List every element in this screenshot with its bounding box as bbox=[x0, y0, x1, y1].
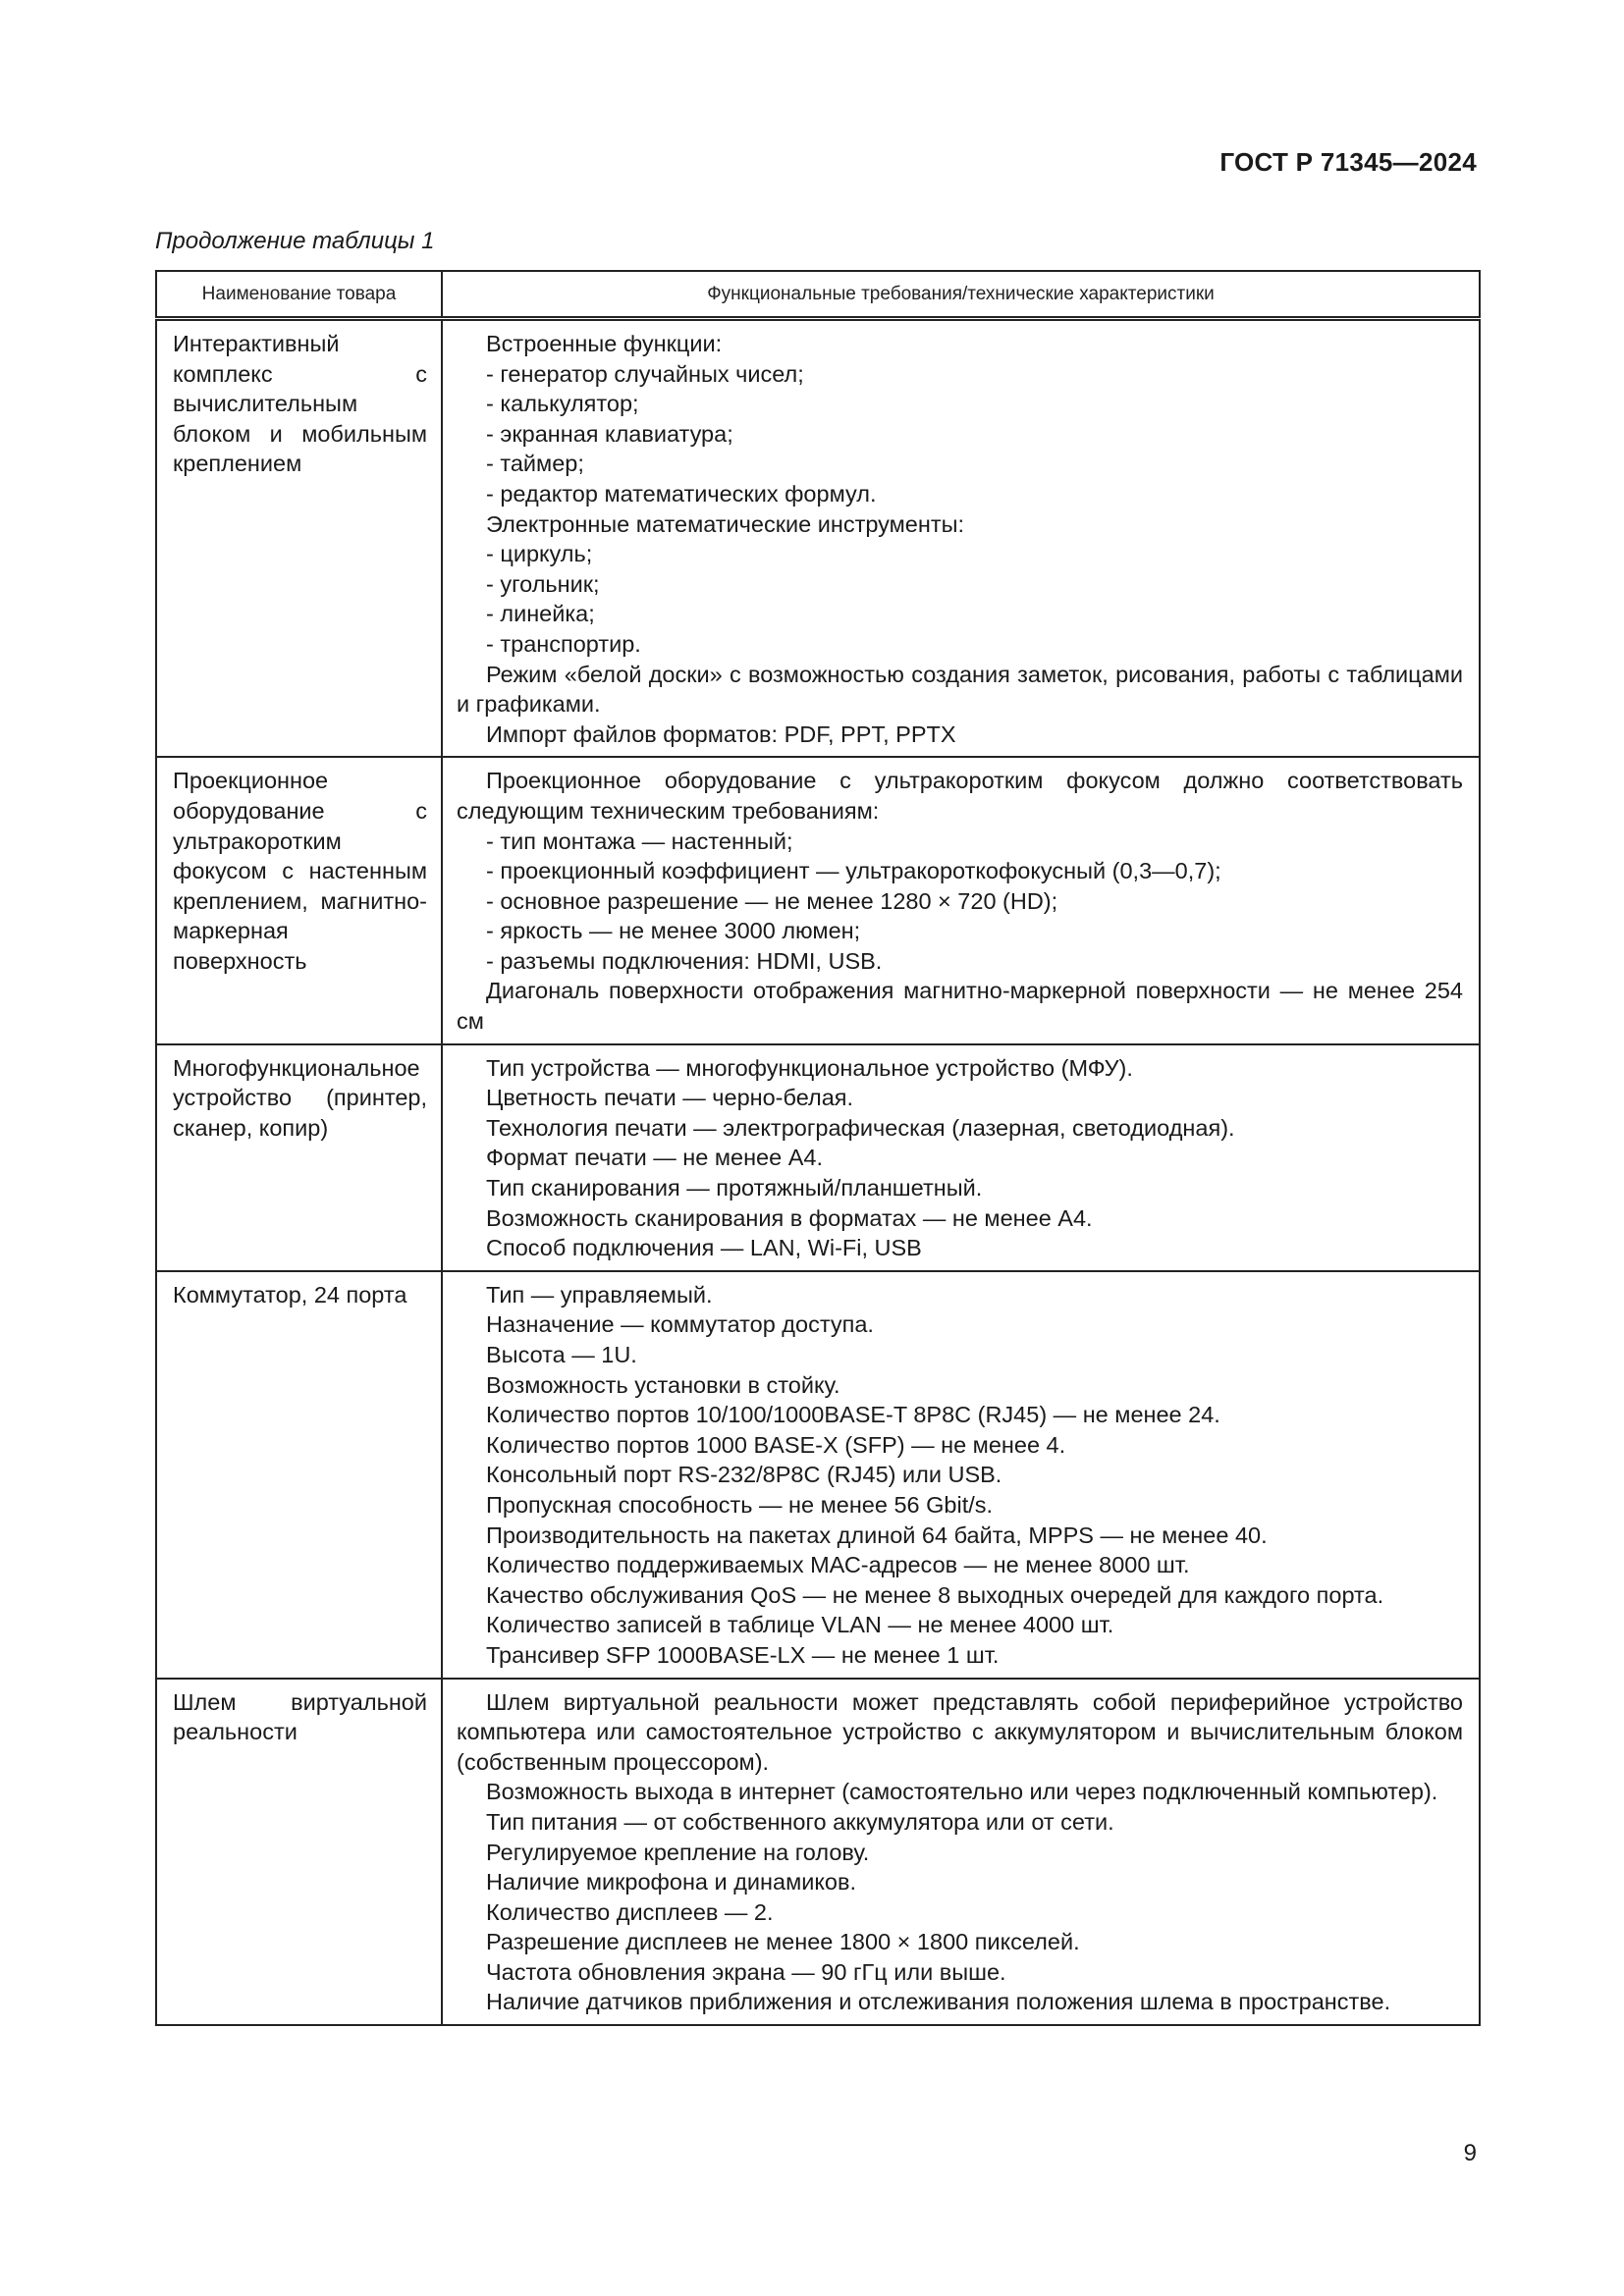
spec-paragraph: Тип сканирования — протяжный/планшетный. bbox=[486, 1175, 983, 1201]
list-item: - транспортир. bbox=[486, 630, 641, 657]
table-row bbox=[156, 319, 1480, 758]
list-item: - основное разрешение — не менее 1280 × 720 (HD); bbox=[486, 887, 1058, 914]
column-header-requirements: Функциональные требования/технические характеристики bbox=[442, 271, 1480, 319]
column-header-product: Наименование товара bbox=[156, 271, 442, 319]
requirements-cell bbox=[442, 1271, 1480, 1679]
spec-paragraph: Консольный порт RS-232/8P8C (RJ45) или USB. bbox=[486, 1462, 1002, 1488]
spec-paragraph: Производительность на пакетах длиной 64 байта, MPPS — не менее 40. bbox=[486, 1522, 1268, 1548]
table-header-row bbox=[156, 271, 1480, 319]
product-name-cell: Коммутатор, 24 порта bbox=[156, 1271, 442, 1679]
spec-paragraph: Количество портов 10/100/1000BASE-T 8P8C (RJ45) — не менее 24. bbox=[486, 1402, 1220, 1428]
list-item: - генератор случайных чисел; bbox=[486, 360, 804, 387]
spec-paragraph: Тип устройства — многофункциональное устройство (МФУ). bbox=[486, 1054, 1133, 1081]
table-caption: Продолжение таблицы 1 bbox=[155, 228, 435, 254]
standard-code: ГОСТ Р 71345—2024 bbox=[1219, 147, 1477, 177]
spec-paragraph: Диагональ поверхности отображения магнитно-маркерной поверхности — не менее 254 см bbox=[457, 978, 1463, 1035]
list-item: - проекционный коэффициент — ультракороткофокусный (0,3—0,7); bbox=[486, 858, 1221, 884]
product-name-cell: Проекционное оборудование с ультракоротким фокусом с настенным креплением, магнитно-маркерная поверхность bbox=[156, 757, 442, 1043]
spec-paragraph: Частота обновления экрана — 90 гГц или выше. bbox=[486, 1958, 1006, 1985]
requirements-cell bbox=[442, 1679, 1480, 2026]
spec-paragraph: Пропускная способность — не менее 56 Gbit/s. bbox=[486, 1491, 994, 1518]
spec-paragraph: Наличие датчиков приближения и отслеживания положения шлема в пространстве. bbox=[486, 1989, 1391, 2015]
spec-paragraph: Возможность установки в стойку. bbox=[486, 1371, 840, 1398]
spec-paragraph: Формат печати — не менее А4. bbox=[486, 1145, 823, 1171]
spec-paragraph: Электронные математические инструменты: bbox=[486, 510, 965, 537]
spec-paragraph: Трансивер SFP 1000BASE-LX — не менее 1 шт. bbox=[486, 1641, 1000, 1668]
requirements-cell bbox=[442, 1044, 1480, 1271]
product-name-cell: Интерактивный комплекс с вычислительным блоком и мобильным креплением bbox=[156, 319, 442, 758]
list-item: - калькулятор; bbox=[486, 391, 639, 417]
requirements-cell bbox=[442, 319, 1480, 758]
product-name-cell: Шлем виртуальной реальности bbox=[156, 1679, 442, 2026]
spec-table bbox=[155, 270, 1481, 2026]
page-number: 9 bbox=[1463, 2140, 1477, 2166]
list-item: - угольник; bbox=[486, 570, 600, 597]
spec-paragraph: Встроенные функции: bbox=[486, 331, 723, 356]
spec-paragraph: Возможность выхода в интернет (самостоятельно или через подключенный компьютер). bbox=[486, 1779, 1438, 1805]
spec-paragraph: Разрешение дисплеев не менее 1800 × 1800 пикселей. bbox=[486, 1929, 1080, 1955]
list-item: - экранная клавиатура; bbox=[486, 420, 733, 447]
list-item: - тип монтажа — настенный; bbox=[486, 828, 793, 854]
spec-paragraph: Количество дисплеев — 2. bbox=[486, 1898, 774, 1925]
list-item: - яркость — не менее 3000 люмен; bbox=[486, 918, 861, 944]
spec-paragraph: Высота — 1U. bbox=[486, 1342, 637, 1367]
table-row bbox=[156, 1271, 1480, 1679]
list-item: - циркуль; bbox=[486, 541, 593, 567]
list-item: - линейка; bbox=[486, 601, 595, 627]
spec-paragraph: Тип — управляемый. bbox=[486, 1281, 713, 1308]
spec-paragraph: Количество портов 1000 BASE-X (SFP) — не менее 4. bbox=[486, 1431, 1066, 1458]
spec-paragraph: Шлем виртуальной реальности может представлять собой периферийное устройство компьютера или самостоятельное устройство с аккумулятором и вычислительным блоком (собственным процессором). bbox=[457, 1688, 1463, 1775]
spec-paragraph: Качество обслуживания QoS — не менее 8 выходных очередей для каждого порта. bbox=[486, 1581, 1384, 1608]
spec-paragraph: Технология печати — электрографическая (лазерная, светодиодная). bbox=[486, 1114, 1235, 1141]
product-name-cell: Многофункциональное устройство (принтер, сканер, копир) bbox=[156, 1044, 442, 1271]
list-item: - разъемы подключения: HDMI, USB. bbox=[486, 947, 883, 974]
spec-paragraph: Назначение — коммутатор доступа. bbox=[486, 1311, 874, 1338]
table-row bbox=[156, 1679, 1480, 2026]
table-row bbox=[156, 757, 1480, 1043]
list-item: - редактор математических формул. bbox=[486, 480, 877, 507]
spec-paragraph: Импорт файлов форматов: PDF, PPT, PPTX bbox=[486, 721, 956, 747]
spec-paragraph: Количество записей в таблице VLAN — не менее 4000 шт. bbox=[486, 1612, 1114, 1638]
list-item: - таймер; bbox=[486, 451, 584, 477]
table-row bbox=[156, 1044, 1480, 1271]
spec-paragraph: Наличие микрофона и динамиков. bbox=[486, 1869, 856, 1896]
spec-paragraph: Количество поддерживаемых МАС-адресов — не менее 8000 шт. bbox=[486, 1552, 1190, 1578]
spec-paragraph: Регулируемое крепление на голову. bbox=[486, 1839, 870, 1865]
table-body bbox=[156, 319, 1480, 2026]
spec-paragraph: Способ подключения — LAN, Wi-Fi, USB bbox=[486, 1235, 922, 1261]
requirements-cell bbox=[442, 757, 1480, 1043]
spec-paragraph: Тип питания — от собственного аккумулятора или от сети. bbox=[486, 1808, 1114, 1835]
spec-paragraph: Проекционное оборудование с ультракоротким фокусом должно соответствовать следующим техническим требованиям: bbox=[457, 768, 1463, 824]
spec-paragraph: Режим «белой доски» с возможностью создания заметок, рисования, работы с таблицами и графиками. bbox=[457, 661, 1463, 718]
spec-paragraph: Возможность сканирования в форматах — не менее А4. bbox=[486, 1204, 1093, 1231]
spec-paragraph: Цветность печати — черно-белая. bbox=[486, 1085, 854, 1111]
